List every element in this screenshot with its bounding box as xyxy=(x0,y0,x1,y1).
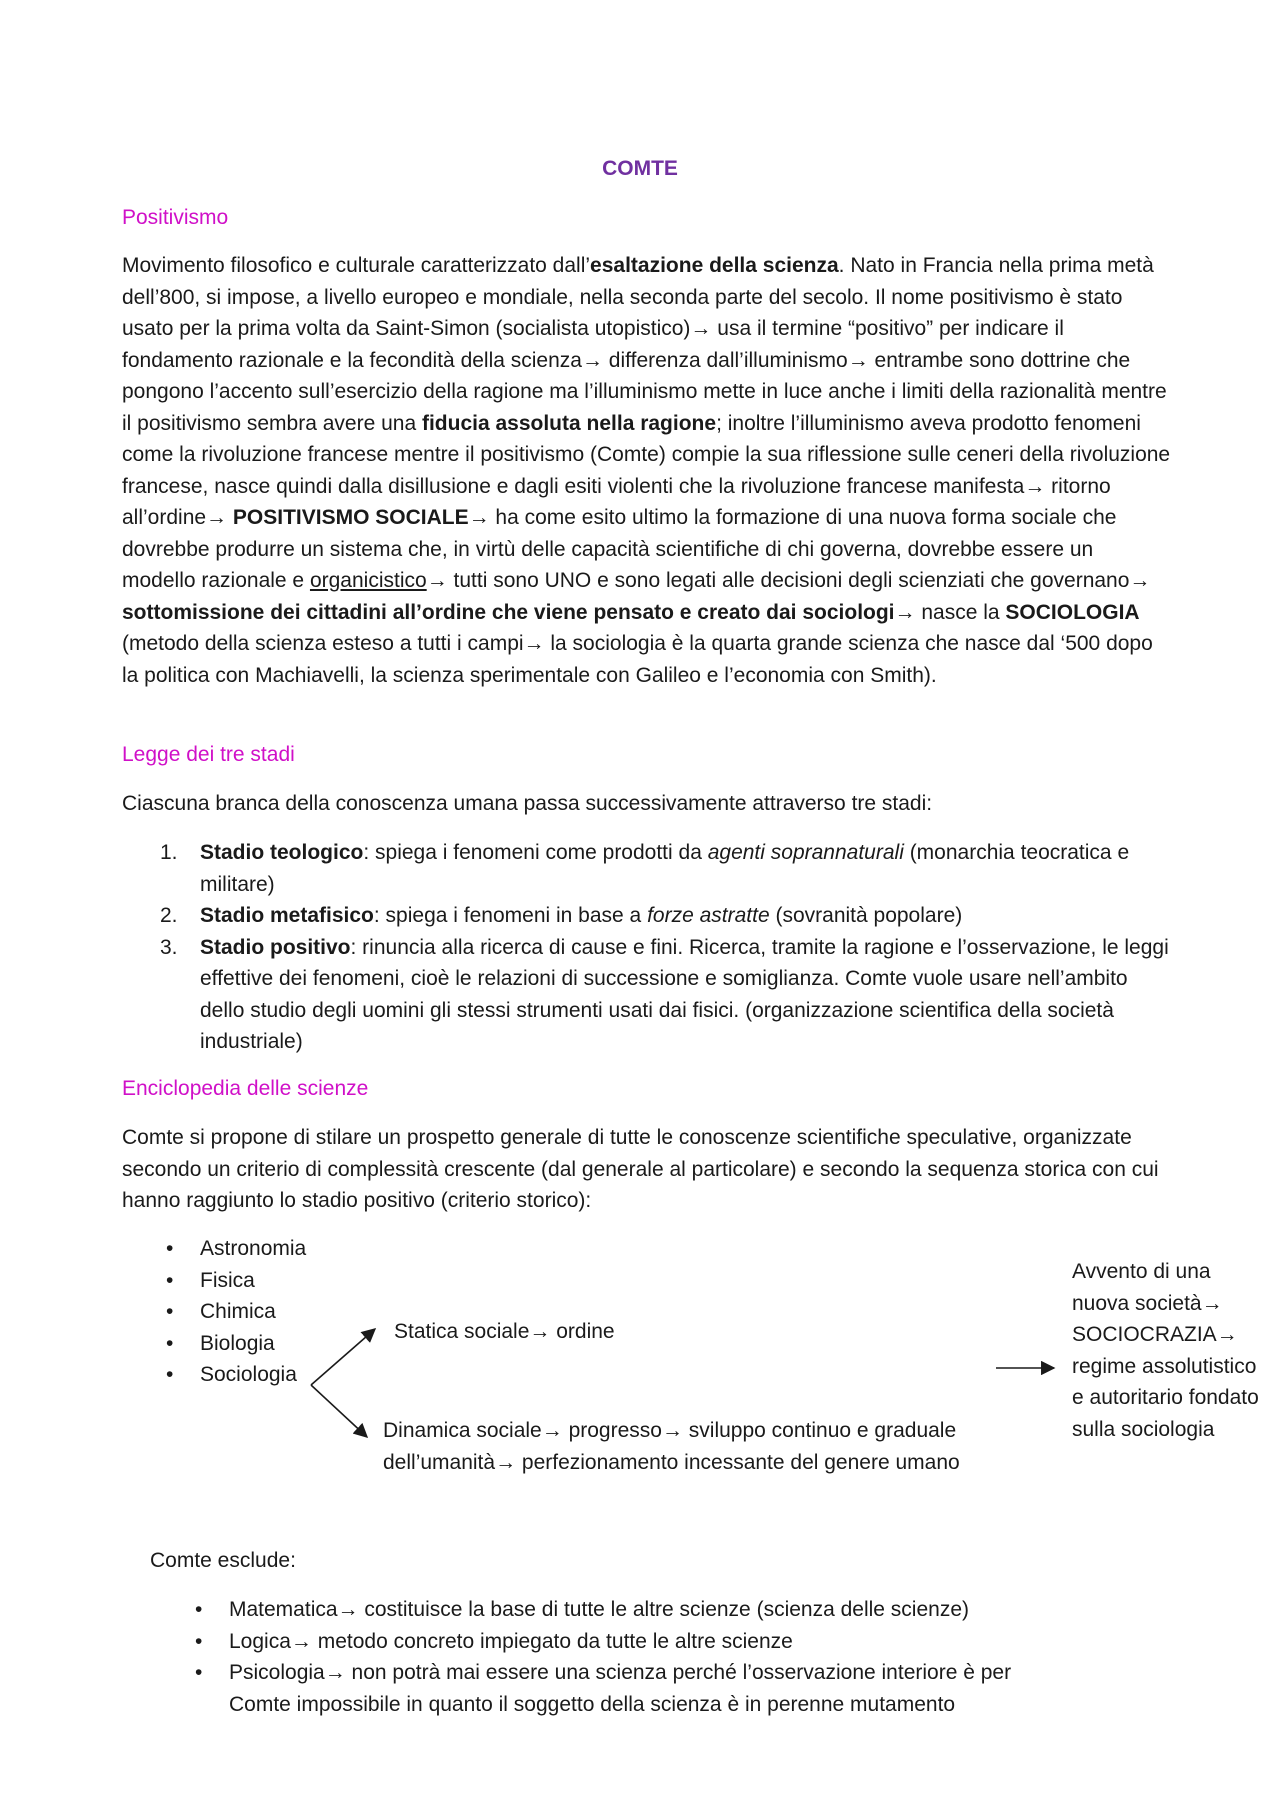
list-item xyxy=(195,1657,1019,1720)
enciclopedia-intro: Comte si propone di stilare un prospetto generale di tutte le conoscenze scientifiche speculative, organizzate secondo un criterio di complessità crescente (dal generale al particolare) e secondo la sequenza storica con cui hanno raggiunto lo stadio positivo (criterio storico): xyxy=(122,1126,1159,1212)
text-run: : rinuncia alla ricerca di cause e fini. Ricerca, tramite la ragione e l’osservazione, le leggi effettive dei fenomeni, cioè le relazioni di successione e somiglianza. Comte vuole usare nell’ambito dello studio degli uomini gli stessi strumenti usati dai fisici. (organizzazione scientifica della società industriale) xyxy=(200,935,1169,1053)
text-run: : spiega i fenomeni in base a xyxy=(373,904,648,927)
bold-run: fiducia assoluta nella ragione xyxy=(421,411,717,435)
science-label: Biologia xyxy=(200,1331,275,1355)
page-title: COMTE xyxy=(602,157,678,180)
bold-run: Stadio metafisico xyxy=(200,904,374,927)
bold-run: Stadio positivo xyxy=(200,935,351,959)
text-run: : spiega i fenomeni come prodotti da xyxy=(363,841,708,864)
italic-run: agenti soprannaturali xyxy=(707,841,904,864)
bold-run: sottomissione dei cittadini all’ordine che viene pensato e creato dai sociologi xyxy=(122,600,895,624)
bullet-icon: • xyxy=(195,1629,203,1653)
list-number: 2. xyxy=(160,904,178,927)
list-item xyxy=(195,1594,1019,1626)
dinamica-sociale-text: Dinamica sociale→ progresso→ sviluppo continuo e graduale dell’umanità→ perfezionamento incessante del genere umano xyxy=(383,1419,960,1474)
bullet-icon: • xyxy=(166,1237,174,1260)
text-run: (monarchia teocratica e militare) xyxy=(200,841,1130,896)
underlined-run: organicistico xyxy=(309,569,427,592)
arrow-to-dinamica xyxy=(311,1385,367,1437)
bold-run: esaltazione della scienza xyxy=(590,254,839,277)
list-number: 3. xyxy=(160,935,178,959)
text-run: ; inoltre l’illuminismo aveva prodotto fenomeni come la rivoluzione francese mentre il positivismo (Comte) compie la sua riflessione sulle ceneri della rivoluzione francese, nasce quindi dalla disillusione e dagli esiti violenti che la rivoluzione francese manifesta→ ritorno all’ordine→ xyxy=(122,411,1171,529)
science-label: Astronomia xyxy=(200,1237,307,1260)
text-run: (sovranità popolare) xyxy=(769,904,963,927)
bullet-icon: • xyxy=(166,1363,174,1386)
text-run: → tutti sono UNO e sono legati alle decisioni degli scienziati che governano→ xyxy=(426,569,1151,592)
bullet-icon: • xyxy=(166,1331,174,1355)
arrow-to-statica xyxy=(311,1329,375,1385)
esclusione-text: Matematica→ costituisce la base di tutte le altre scienze (scienza delle scienze) xyxy=(229,1598,970,1621)
text-run: Movimento filosofico e culturale caratterizzato dall’ xyxy=(122,254,591,277)
esclude-intro: Comte esclude: xyxy=(150,1549,296,1572)
bullet-icon: • xyxy=(195,1598,203,1621)
science-label: Chimica xyxy=(200,1300,276,1323)
bullet-icon: • xyxy=(166,1300,174,1323)
bold-run: SOCIOLOGIA xyxy=(1005,600,1140,624)
text-run: . Nato in Francia nella prima metà dell’800, si impose, a livello europeo e mondiale, nella seconda parte del secolo. Il nome positivismo è stato usato per la prima volta da Saint-Simon (socialista utopistico)→ usa il termine “positivo” per indicare il fondamento razionale e la fecondità della scienza→ differenza dall’illuminismo→ entrambe sono dottrine che pongono l’accento sull’esercizio della ragione ma l’illuminismo mette in luce anche i limiti della razionalità mentre il positivismo sembra avere una xyxy=(122,254,1167,435)
avvento-text: Avvento di una nuova società→ SOCIOCRAZIA→ regime assolutistico e autoritario fondato sulla sociologia xyxy=(1072,1260,1259,1441)
esclusione-text: Psicologia→ non potrà mai essere una scienza perché l’osservazione interiore è per Comte impossibile in quanto il soggetto della scienza è in perenne mutamento xyxy=(229,1661,1012,1716)
text-run: → nasce la xyxy=(894,600,1006,624)
list-item xyxy=(195,1626,1019,1658)
text-run: (metodo della scienza esteso a tutti i campi→ la sociologia è la quarta grande scienza che nasce dal ‘500 dopo la politica con Machiavelli, la scienza sperimentale con Galileo e l’economia con Smith). xyxy=(122,632,1153,687)
legge-intro: Ciascuna branca della conoscenza umana passa successivamente attraverso tre stadi: xyxy=(122,792,933,815)
science-label: Fisica xyxy=(200,1268,255,1292)
list-number: 1. xyxy=(160,841,178,864)
bold-run: Stadio teologico xyxy=(200,841,364,864)
text-run: → ha come esito ultimo la formazione di una nuova forma sociale che dovrebbe produrre un sistema che, in virtù delle capacità scientifiche di chi governa, dovrebbe essere un modello razionale e xyxy=(122,506,1117,592)
statica-sociale-text: Statica sociale→ ordine xyxy=(394,1320,615,1343)
science-label: Sociologia xyxy=(200,1363,297,1386)
bold-run: POSITIVISMO SOCIALE xyxy=(232,506,469,529)
section-heading-legge: Legge dei tre stadi xyxy=(122,743,295,766)
section-heading-positivismo: Positivismo xyxy=(122,206,229,229)
bullet-icon: • xyxy=(195,1661,203,1684)
esclusione-text: Logica→ metodo concreto impiegato da tutte le altre scienze xyxy=(229,1629,793,1653)
section-heading-enciclopedia: Enciclopedia delle scienze xyxy=(122,1077,369,1100)
esclusioni-list xyxy=(195,1594,1019,1720)
italic-run: forze astratte xyxy=(647,904,770,927)
bullet-icon: • xyxy=(166,1268,174,1292)
